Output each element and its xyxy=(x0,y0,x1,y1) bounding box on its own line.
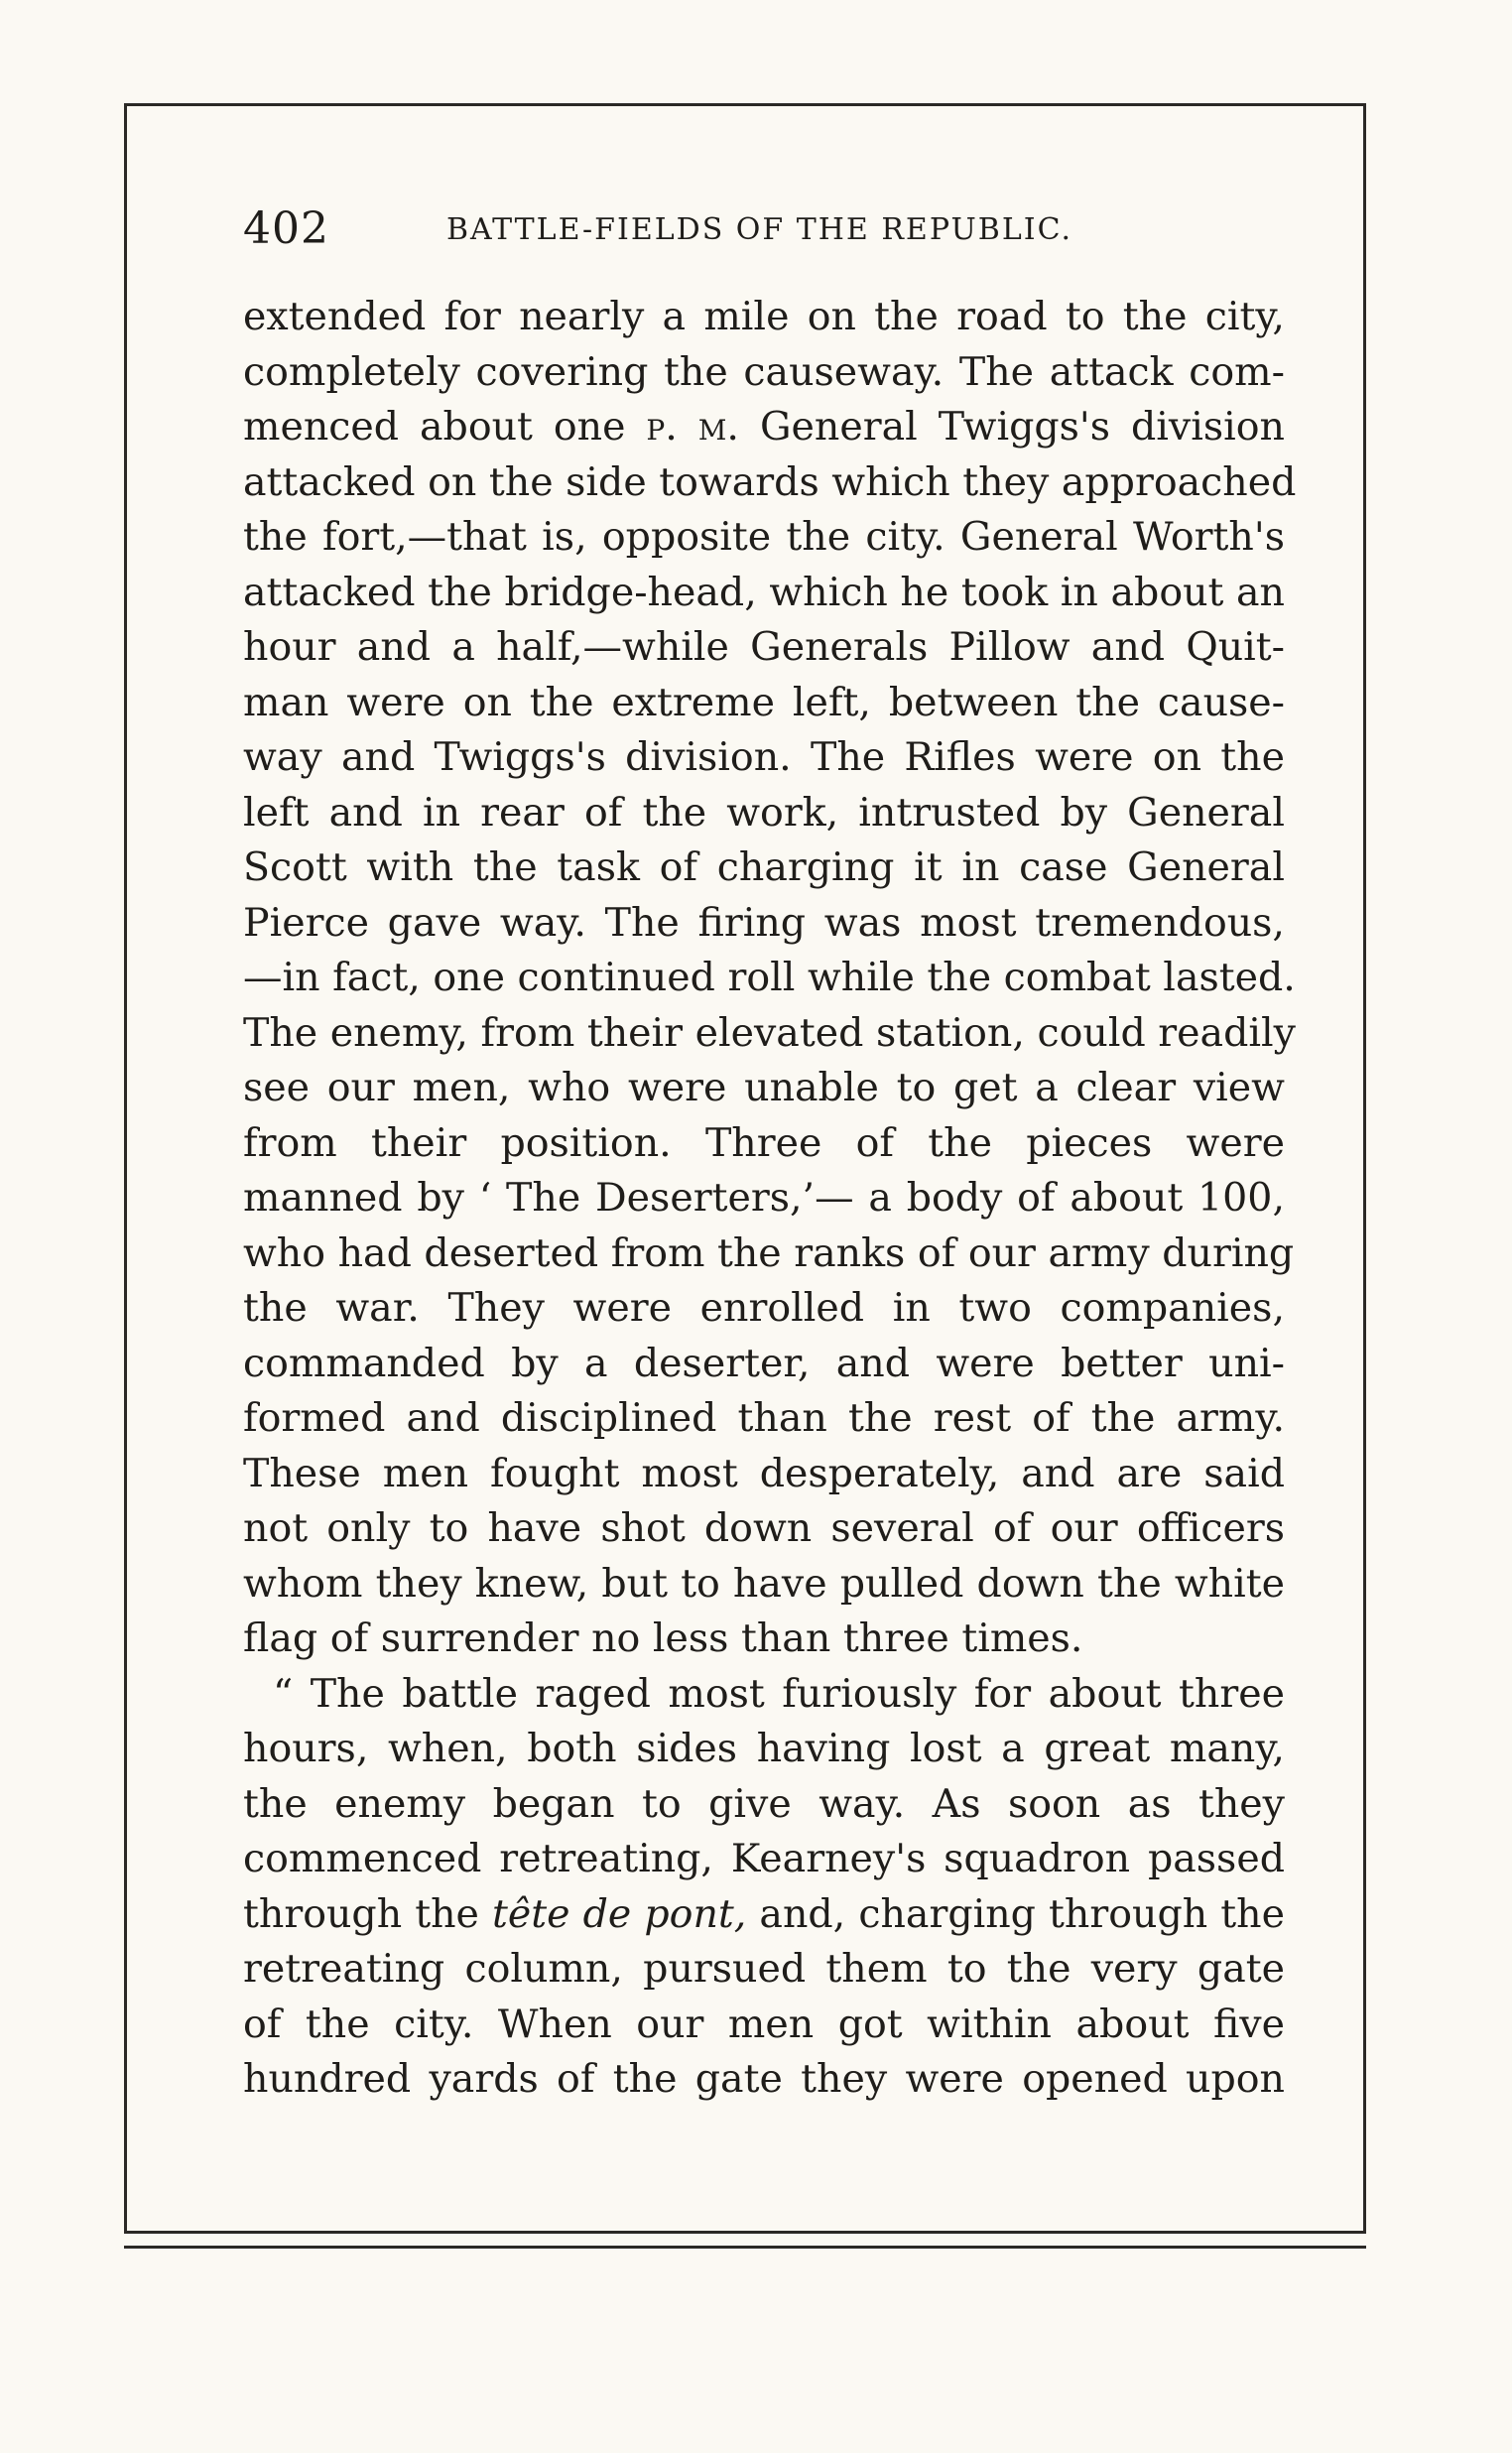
bottom-rule xyxy=(124,2246,1366,2249)
text-line: manned by ‘ The Deserters,’— a body of about 100, xyxy=(243,1175,1285,1221)
text-line: formed and disciplined than the rest of the army. xyxy=(243,1395,1285,1441)
text-line: —in fact, one continued roll while the combat lasted. xyxy=(243,955,1296,1000)
text-line: These men fought most desperately, and are said xyxy=(243,1450,1285,1496)
text-segment: menced about one xyxy=(243,404,647,450)
page-header xyxy=(243,203,1334,263)
text-segment: through the xyxy=(243,1890,493,1937)
text-line: hundred yards of the gate they were opened upon xyxy=(243,2056,1285,2102)
text-line: hours, when, both sides having lost a great many, xyxy=(243,1726,1285,1771)
text-line: the enemy began to give way. As soon as they xyxy=(243,1780,1285,1827)
text-line: the war. They were enrolled in two companies, xyxy=(243,1285,1285,1331)
text-segment: General Twiggs's division xyxy=(739,404,1285,450)
text-line: The enemy, from their elevated station, could readily xyxy=(243,1009,1296,1056)
text-line: Scott with the task of charging it in case General xyxy=(243,844,1285,890)
text-line: “ The battle raged most furiously for about three xyxy=(273,1670,1285,1717)
text-line: completely covering the causeway. The attack com- xyxy=(243,348,1285,395)
text-line: hour and a half,—while Generals Pillow and Quit- xyxy=(243,624,1285,670)
page-number: 402 xyxy=(243,203,329,254)
body-text xyxy=(243,290,1297,2108)
text-line: extended for nearly a mile on the road to the city, xyxy=(243,294,1285,339)
text-line xyxy=(243,1887,1285,1943)
running-head: BATTLE-FIELDS OF THE REPUBLIC. xyxy=(446,212,1073,247)
text-line: man were on the extreme left, between the cause- xyxy=(243,679,1285,725)
text-line: of the city. When our men got within about five xyxy=(243,2001,1285,2047)
text-line: attacked the bridge-head, which he took in about an xyxy=(243,569,1285,615)
text-segment: and, charging through the xyxy=(746,1890,1285,1937)
text-line: left and in rear of the work, intrusted by General xyxy=(243,789,1285,836)
text-line: who had deserted from the ranks of our army during xyxy=(243,1229,1295,1276)
text-line: commenced retreating, Kearney's squadron passed xyxy=(243,1836,1285,1881)
text-line: retreating column, pursued them to the very gate xyxy=(243,1946,1285,1992)
time-abbreviation: p. m. xyxy=(646,404,739,450)
text-line: way and Twiggs's division. The Rifles were on the xyxy=(243,734,1285,780)
text-line: see our men, who were unable to get a clear view xyxy=(243,1065,1285,1110)
text-line: commanded by a deserter, and were better uni- xyxy=(243,1340,1285,1386)
text-line: attacked on the side towards which they approached xyxy=(243,458,1297,505)
text-line: Pierce gave way. The firing was most tremendous, xyxy=(243,899,1285,946)
italic-phrase: tête de pont, xyxy=(492,1890,747,1937)
text-line: not only to have shot down several of our officers xyxy=(243,1505,1285,1551)
text-line: the fort,—that is, opposite the city. General Worth's xyxy=(243,514,1285,560)
text-line xyxy=(243,400,1285,455)
text-line: from their position. Three of the pieces were xyxy=(243,1119,1285,1166)
text-line: whom they knew, but to have pulled down the white xyxy=(243,1560,1285,1607)
text-line: flag of surrender no less than three times. xyxy=(243,1615,1083,1661)
